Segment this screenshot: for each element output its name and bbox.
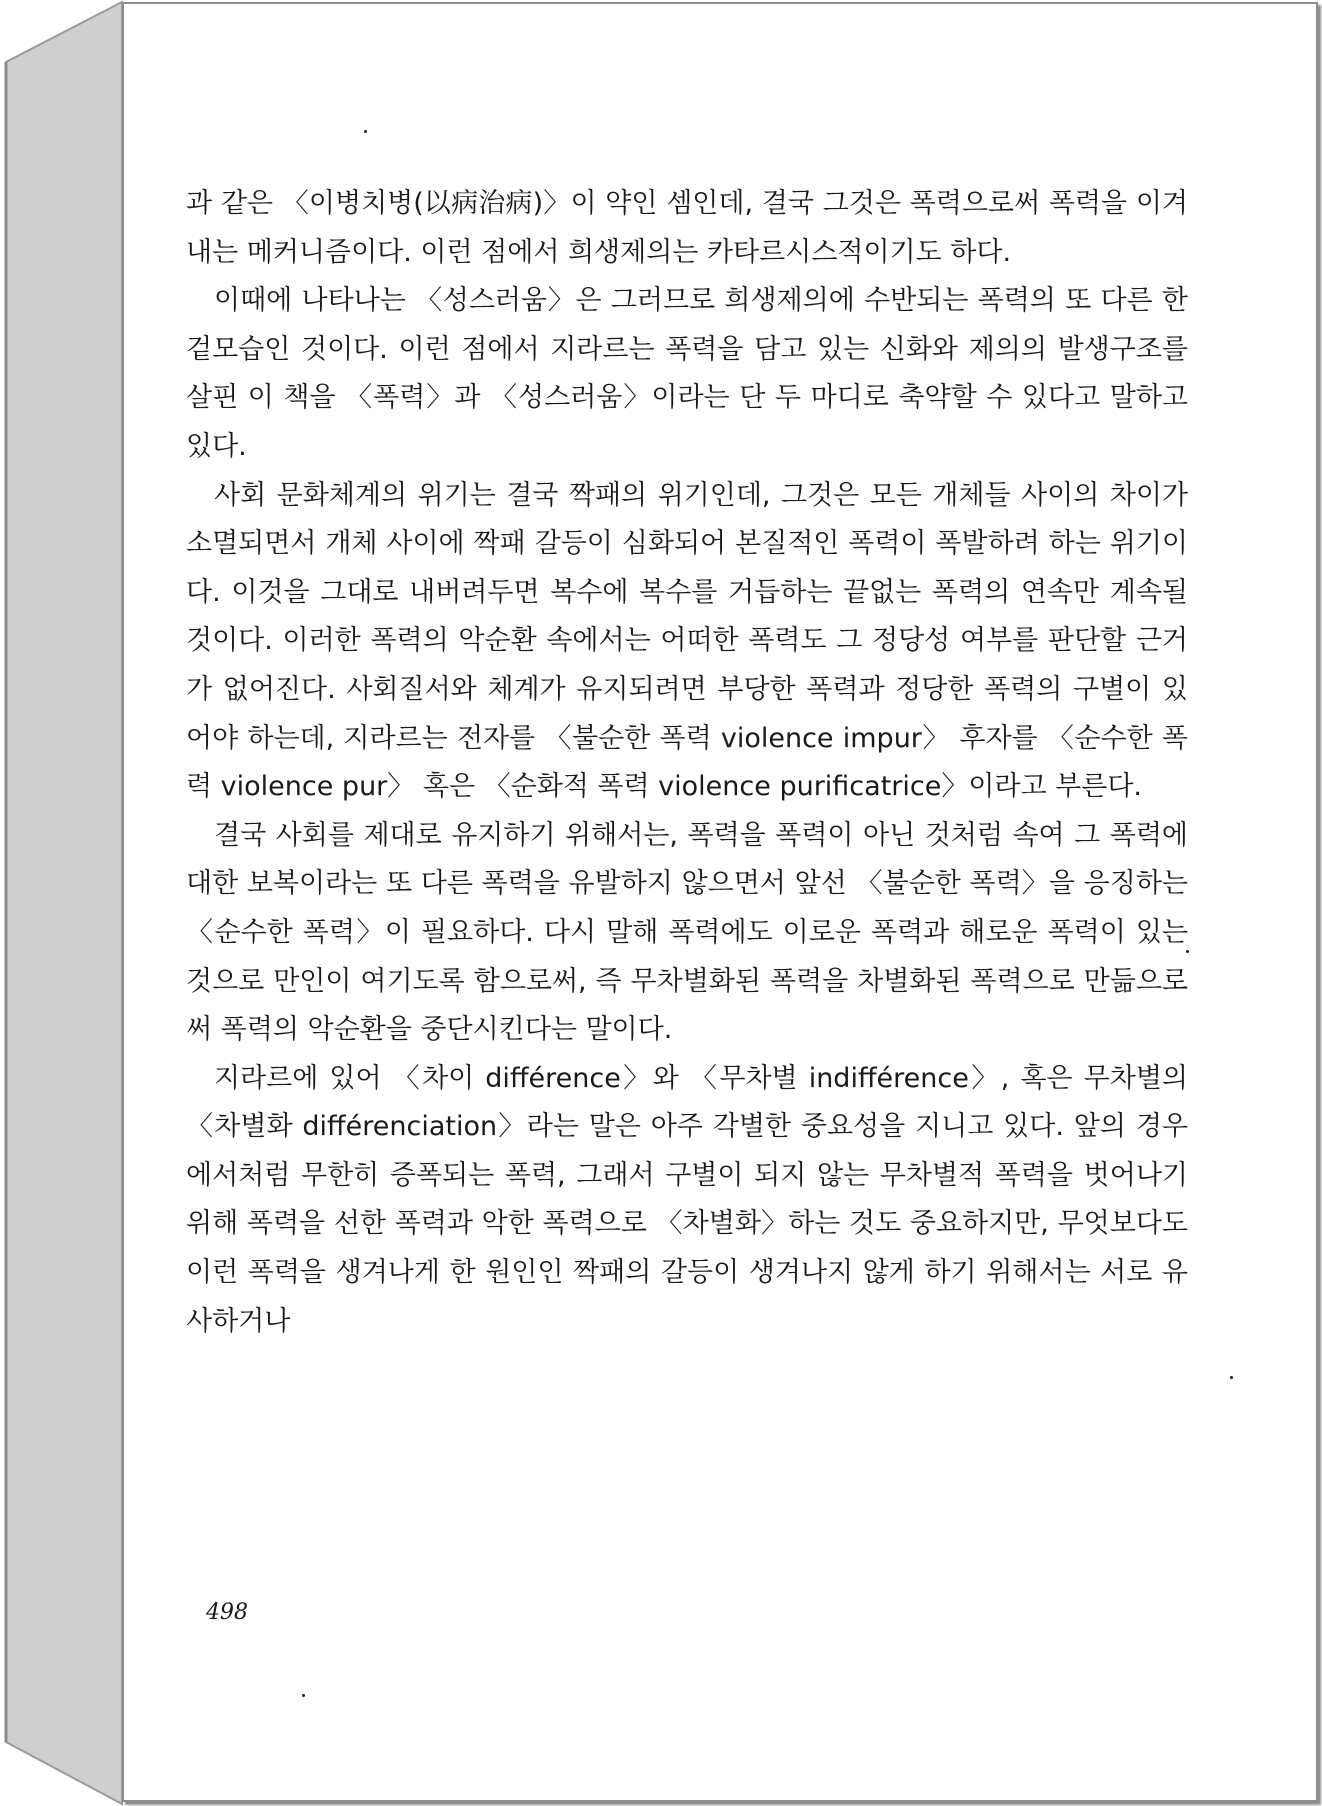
paragraph: 이때에 나타나는 〈성스러움〉은 그러므로 희생제의에 수반되는 폭력의 또 다른 한 겉모습인 것이다. 이런 점에서 지라르는 폭력을 담고 있는 신화와 제의의 발생구조를 살핀 이 책을 〈폭력〉과 〈성스러움〉이라는 단 두 마디로 축약할 수 있다고 말하고 있다. (186, 285, 1188, 462)
print-speck (1230, 1376, 1233, 1379)
book-spine (0, 0, 124, 1806)
paragraph: 결국 사회를 제대로 유지하기 위해서는, 폭력을 폭력이 아닌 것처럼 속여 그 폭력에 대한 보복이라는 또 다른 폭력을 유발하지 않으면서 앞선 〈불순한 폭력〉을 응징하는 〈순수한 폭력〉이 필요하다. 다시 말해 폭력에도 이로운 폭력과 해로운 폭력이 있는 것으로 만인이 여기도록 함으로써, 즉 무차별화된 폭력을 차별화된 폭력으로 만듦으로써 폭력의 악순환을 중단시킨다는 말이다. (186, 819, 1188, 1046)
body-text (186, 180, 1188, 1346)
print-speck (302, 1694, 305, 1697)
paragraph: 과 같은 〈이병치병(以病治病)〉이 약인 셈인데, 결국 그것은 폭력으로써 폭력을 이겨내는 메커니즘이다. 이런 점에서 희생제의는 카타르시스적이기도 하다. (186, 188, 1188, 268)
print-speck (364, 130, 367, 133)
paragraph: 지라르에 있어 〈차이 différence〉와 〈무차별 indifférence〉, 혹은 무차별의 〈차별화 différenciation〉라는 말은 아주 각별한 중요성을 지니고 있다. 앞의 경우에서처럼 무한히 증폭되는 폭력, 그래서 구별이 되지 않는 무차별적 폭력을 벗어나기 위해 폭력을 선한 폭력과 악한 폭력으로 〈차별화〉하는 것도 중요하지만, 무엇보다도 이런 폭력을 생겨나게 한 원인인 짝패의 갈등이 생겨나지 않게 하기 위해서는 서로 유사하거나 (186, 1062, 1188, 1337)
paragraph: 사회 문화체계의 위기는 결국 짝패의 위기인데, 그것은 모든 개체들 사이의 차이가 소멸되면서 개체 사이에 짝패 갈등이 심화되어 본질적인 폭력이 폭발하려 하는 위기이다. 이것을 그대로 내버려두면 복수에 복수를 거듭하는 끝없는 폭력의 연속만 계속될 것이다. 이러한 폭력의 악순환 속에서는 어떠한 폭력도 그 정당성 여부를 판단할 근거가 없어진다. 사회질서와 체계가 유지되려면 부당한 폭력과 정당한 폭력의 구별이 있어야 하는데, 지라르는 전자를 〈불순한 폭력 violence impur〉 후자를 〈순수한 폭력 violence pur〉 혹은 〈순화적 폭력 violence purificatrice〉이라고 부른다. (186, 479, 1188, 803)
page-number: 498 (206, 1600, 248, 1625)
